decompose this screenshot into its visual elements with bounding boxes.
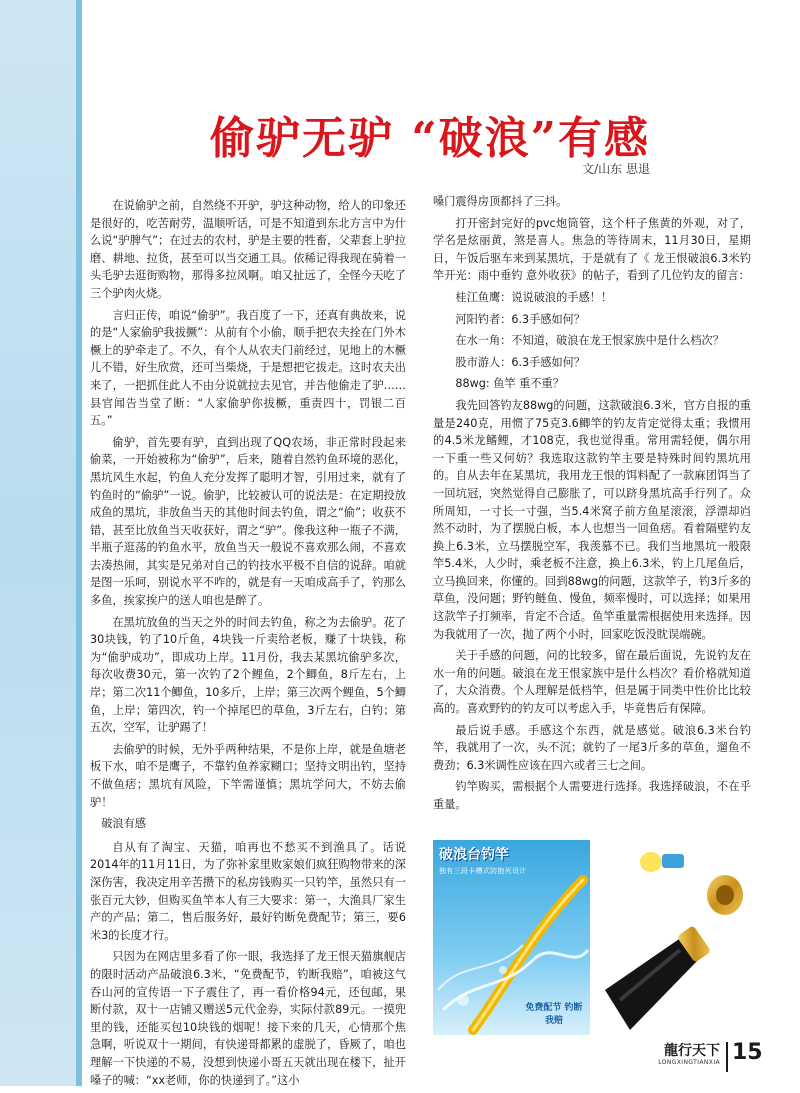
comment-item: 在水一角：不知道，破浪在龙王恨家族中是什么档次？ <box>455 334 724 348</box>
paragraph: 关于手感的问题，问的比较多，留在最后面说，先说钓友在水一角的问题。破浪在龙王恨家族中是什么档次？看价格就知道了，大众消费。个人理解是低档竿，但是属于同类中性价比比较高的。喜欢野钓的钓友可以考虑入手，毕竟售后有保障。 <box>433 649 751 716</box>
paragraph: 自从有了淘宝、天猫，咱再也不愁买不到渔具了。话说2014年的11月11日，为了弥补家里败家娘们疯狂购物带来的深深伤害，我决定用辛苦攒下的私房钱购买一只钓竿，虽然只有一张百元大钞，但购买鱼竿本人有三大要求：第一，大渔具厂家生产的产品；第二，售后服务好，最好钓断免费配节；第三，要6米3的长度才行。 <box>90 840 406 942</box>
ad-title: 破浪台钓竿 <box>439 847 509 863</box>
magazine-brand-pinyin: LONGXINGTIANXIA <box>658 1059 720 1066</box>
page-footer <box>640 1040 780 1074</box>
paragraph: 只因为在网店里多看了你一眼，我选择了龙王恨天猫旗舰店的限时活动产品破浪6.3米，“免费配节，钓断我赔”，咱被这气吞山河的宣传语一下子震住了，再一看价格94元，还包邮，果断付款，双十一店铺又赠送5元代金券，实际付款89元。一摸兜里的钱，还能买包10块钱的烟呢！接下来的几天，心情那个焦急啊，听说双十一期间，有快递哥都累的虚脱了，昏厥了，咱也理解一下快递的不易，没想到快递小哥五天就出现在楼下，扯开嗓子的喊：“xx老师，你的快递到了。”这小 <box>90 950 406 1087</box>
left-decorative-band <box>0 0 76 1086</box>
magazine-brand: 龍行天下 <box>664 1043 720 1059</box>
footer-divider <box>726 1042 728 1072</box>
comment-item: 88wg: 鱼竿 重不重？ <box>455 377 564 391</box>
section-subheading: 破浪有感 <box>101 817 146 831</box>
paragraph: 言归正传，咱说“偷驴”。我百度了一下，还真有典故来，说的是“人家偷驴我拔撅”：从前有个小偷，顺手把农夫拴在门外木橛上的驴牵走了。不久，有个人从农夫门前经过，见地上的木橛儿不错，好生欣赏，还可当柴烧，于是想把它拔走。这时农夫出来了，一把抓住此人不由分说就拉去见官，并告他偷走了驴……县官闻告当堂了断：“人家偷驴你拔橛，重责四十，罚银二百五。” <box>90 308 406 428</box>
product-ad-image <box>433 840 590 1035</box>
paragraph: 在说偷驴之前，自然绕不开驴，驴这种动物，给人的印象还是很好的，吃苦耐劳，温顺听话，可是不知道到东北方言中为什么说“驴脾气”；在过去的农村，驴是主要的牲畜，父辈套上驴拉磨、耕地、拉货，甚至可以当交通工具。依稀记得我现在骑着一头毛驴去逛街购物，那得多拉风啊。咱又扯远了，全怪今天吃了三个驴肉火烧。 <box>90 199 406 300</box>
page-number: 15 <box>732 1040 763 1065</box>
article-byline: 文/山东 思退 <box>582 162 650 176</box>
paragraph: 偷驴，首先要有驴，直到出现了QQ农场，非正常时段起来偷菜，一开始被称为“偷驴”，后来，随着自然钓鱼环境的恶化，黑坑风生水起，钓鱼人充分发挥了聪明才智，引用过来，就有了钓鱼时的“偷驴”一说。偷驴，比较被认可的说法是：在定期投放成鱼的黑坑，非放鱼当天的其他时间去钓鱼，谓之“偷”；收获不错，甚至比放鱼当天收获好，谓之“驴”。像我这种一瓶子不满，半瓶子逛荡的钓鱼水平，放鱼当天一般说不喜欢那么闹，不喜欢去凑热闹，其实是兄弟对自己的钓技水平极不自信的说辞。咱就是图一乐呵，别说水平不咋的，就是有一天咱成高手了，钓那么多鱼，挨家挨户的送人咱也是醉了。 <box>90 435 406 608</box>
comment-item: 河阳钓者：6.3手感如何？ <box>455 312 586 326</box>
ad-subtitle: 独有三段卡槽式防抱死设计 <box>439 867 527 875</box>
article-title: 偷驴无驴 “破浪”有感 <box>210 113 650 164</box>
paragraph: 去偷驴的时候，无外乎两种结果，不是你上岸，就是鱼塘老板下水，咱不是鹰子，不靠钓鱼养家糊口；坚持文明出钓，坚持不做鱼痞；黑坑有风险，下竿需谨慎；黑坑学问大，不妨去偷驴！ <box>90 742 406 809</box>
left-column <box>90 197 406 1093</box>
rod-closeup-image <box>600 840 750 1035</box>
paragraph: 我先回答钓友88wg的问题，这款破浪6.3米，官方自报的重量是240克，用惯了75克3.6鲫竿的钓友肯定觉得太重；我惯用的4.5米龙鳍鲤，才108克，我也觉得重。常用需轻便，偶尔用一下重一些又何妨？我选取这款钓竿主要是特殊时间钓黑坑用的。自从去年在某黑坑，我用龙王恨的饵料配了一款麻团饵当了一回坑冠，突然觉得自己膨胀了，可以跻身黑坑高手行列了。众所周知，一寸长一寸强，当5.4米窝子前方鱼星滚滚，浮漂却岿然不动时，为了摆脱白板，本人也想当一回鱼痞。看着隔壁钓友换上6.3米，立马摆脱空军，我羡慕不已。我们当地黑坑一般限竿5.4米，人少时，乘老板不注意，换上6.3米，钓上几尾鱼后，立马换回来，你懂的。回到88wg的问题，这款竿子，钓3斤多的草鱼，没问题；野钓鲢鱼、慢鱼，频率慢时，可以选择；如果用这款竿子打频率，肯定不合适。鱼竿重量需根据使用来选择。因为我就用了一次，抛了两个小时，回家吃饭没眈误端碗。 <box>433 398 751 641</box>
paragraph: 最后说手感。手感这个东西，就是感觉。破浪6.3米台钓竿，我就用了一次，头不沉；就钓了一尾3斤多的草鱼，遛鱼不费劲；6.3米调性应该在四六或者三七之间。 <box>433 723 751 772</box>
comment-item: 股市游人：6.3手感如何？ <box>455 355 586 369</box>
paragraph: 在黑坑放鱼的当天之外的时间去钓鱼，称之为去偷驴。花了30块钱，钓了10斤鱼，4块钱一斤卖给老板，赚了十块钱，称为“偷驴成功”，即成功上岸。11月份，我去某黑坑偷驴多次，每次收费30元，第一次钓了2个鲤鱼，2个鲫鱼，8斤左右，上岸；第二次11个鲫鱼，10多斤，上岸；第三次两个鲤鱼，5个鲫鱼，上岸；第四次，钓一个掉尾巴的草鱼，3斤左右，白钓；第五次，空军，让驴踢了！ <box>90 615 406 735</box>
left-accent-strip <box>76 0 82 1086</box>
comment-item: 桂江鱼鹰：说说破浪的手感！！ <box>455 290 613 304</box>
paragraph: 嗓门震得房顶都抖了三抖。 <box>433 195 568 208</box>
paragraph: 钓竿购买，需根据个人需要进行选择。我选择破浪，不在乎重量。 <box>433 780 751 811</box>
right-column <box>433 193 751 818</box>
rod-butt-illustration <box>600 840 750 1035</box>
ad-slogan: 免费配节 钓断我赔 <box>525 1003 583 1026</box>
paragraph: 打开密封完好的pvc炮筒管，这个杆子焦黄的外观，对了，学名是炫丽黄，煞是喜人。焦急的等待周末，11月30日，星期日，午饭后驱车来到某黑坑，于是就有了《 龙王恨破浪6.3米钓竿开光：雨中垂钓 意外收获》的帖子，看到了几位钓友的留言： <box>433 216 751 283</box>
